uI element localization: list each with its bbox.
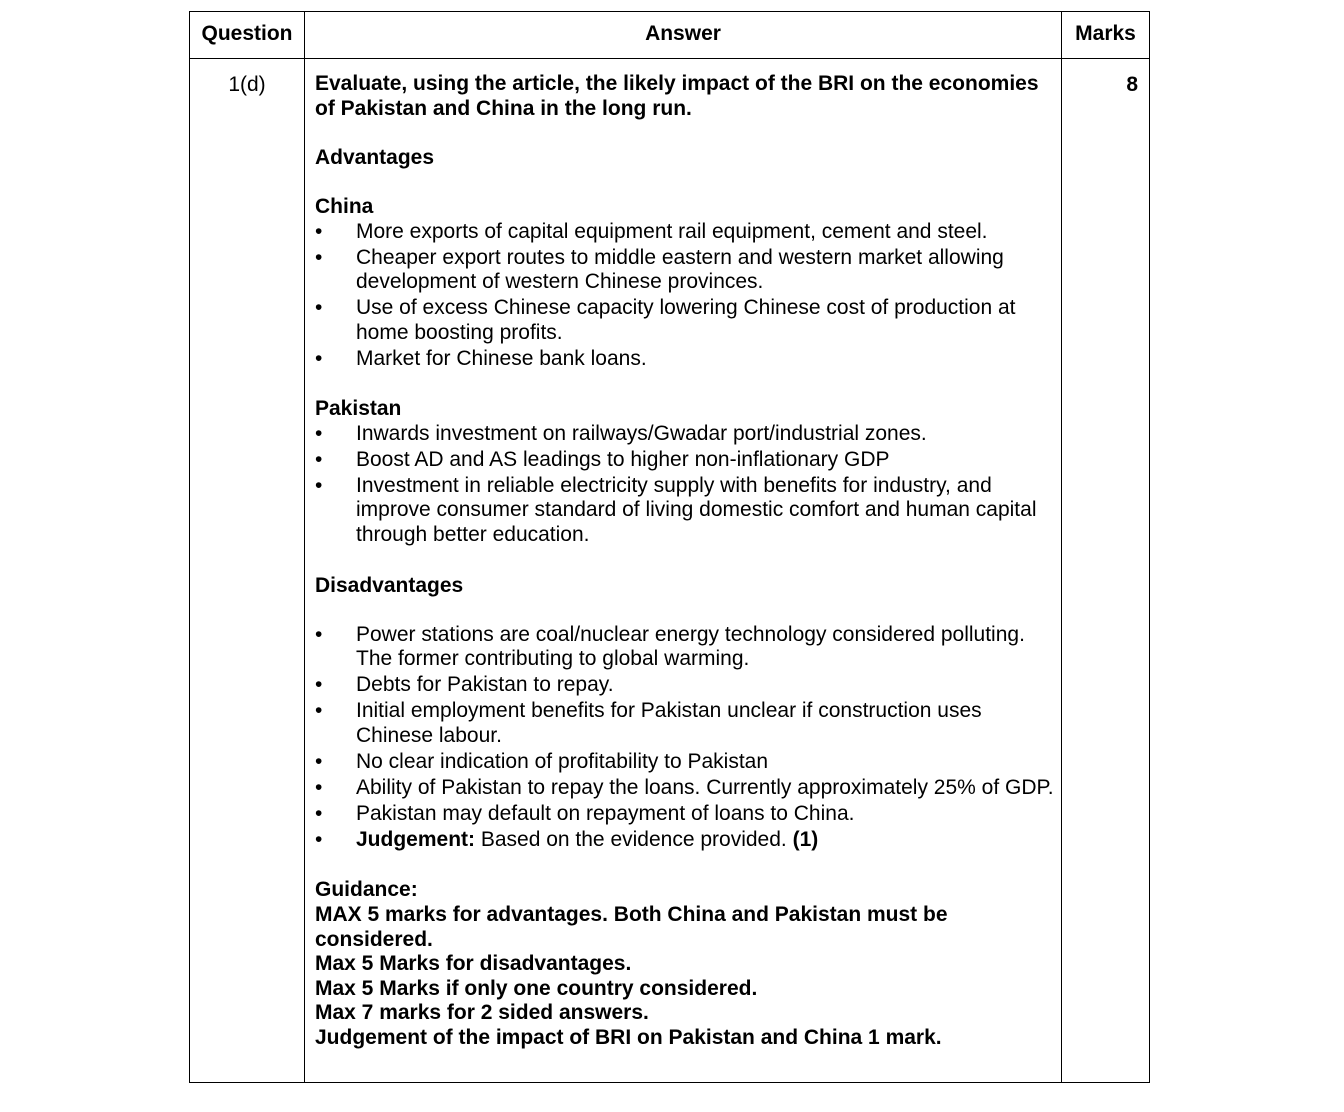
list-item: • Investment in reliable electricity supply with benefits for industry, and improve consumer standard of living domestic comfort and human capital through better education. bbox=[315, 474, 1055, 548]
list-item: • Initial employment benefits for Pakistan unclear if construction uses Chinese labour. bbox=[315, 699, 1055, 748]
answer-cell bbox=[315, 72, 1055, 1051]
header-answer: Answer bbox=[645, 22, 721, 45]
guidance-line: Judgement of the impact of BRI on Pakistan and China 1 mark. bbox=[315, 1026, 942, 1050]
list-item: • Pakistan may default on repayment of loans to China. bbox=[315, 802, 1055, 827]
list-item: • Inwards investment on railways/Gwadar port/industrial zones. bbox=[315, 422, 1055, 447]
mark-scheme-table bbox=[189, 11, 1150, 1083]
guidance-line: MAX 5 marks for advantages. Both China and Pakistan must be considered. bbox=[315, 903, 948, 951]
list-item: • Ability of Pakistan to repay the loans. Currently approximately 25% of GDP. bbox=[315, 776, 1055, 801]
guidance-line: Max 5 Marks for disadvantages. bbox=[315, 952, 632, 976]
guidance-heading: Guidance: bbox=[315, 878, 418, 902]
judgement-item bbox=[315, 828, 1055, 853]
list-item: • Debts for Pakistan to repay. bbox=[315, 673, 1055, 698]
judgement-label: Judgement: bbox=[356, 827, 476, 851]
pakistan-points-list bbox=[315, 422, 1055, 548]
advantages-heading: Advantages bbox=[315, 145, 435, 169]
list-item: • Use of excess Chinese capacity lowering Chinese cost of production at home boosting profits. bbox=[315, 296, 1055, 345]
china-heading: China bbox=[315, 194, 374, 218]
china-points-list bbox=[315, 220, 1055, 372]
list-item: • Market for Chinese bank loans. bbox=[315, 347, 1055, 372]
judgement-text: Based on the evidence provided. bbox=[475, 827, 793, 851]
disadvantages-heading: Disadvantages bbox=[315, 573, 464, 597]
list-item: • Boost AD and AS leadings to higher non-inflationary GDP bbox=[315, 448, 1055, 473]
column-divider-marks bbox=[1061, 12, 1062, 1082]
header-marks: Marks bbox=[1075, 22, 1136, 45]
header-divider bbox=[190, 58, 1149, 59]
list-item: • Power stations are coal/nuclear energy technology considered polluting. The former contributing to global warming. bbox=[315, 623, 1055, 672]
question-number: 1(d) bbox=[228, 73, 266, 96]
question-prompt: Evaluate, using the article, the likely impact of the BRI on the economies of Pakistan and China in the long run. bbox=[315, 72, 1039, 120]
header-question: Question bbox=[201, 22, 293, 45]
disadvantages-points-list bbox=[315, 623, 1055, 853]
guidance-line: Max 5 Marks if only one country considered. bbox=[315, 976, 758, 1000]
pakistan-heading: Pakistan bbox=[315, 397, 402, 421]
list-item: • Cheaper export routes to middle eastern and western market allowing development of western Chinese provinces. bbox=[315, 246, 1055, 295]
list-item: • No clear indication of profitability to Pakistan bbox=[315, 750, 1055, 775]
guidance-line: Max 7 marks for 2 sided answers. bbox=[315, 1001, 649, 1025]
list-item: • More exports of capital equipment rail equipment, cement and steel. bbox=[315, 220, 1055, 245]
marks-value: 8 bbox=[1126, 73, 1138, 96]
judgement-mark: (1) bbox=[792, 827, 819, 851]
column-divider-question bbox=[304, 12, 305, 1082]
